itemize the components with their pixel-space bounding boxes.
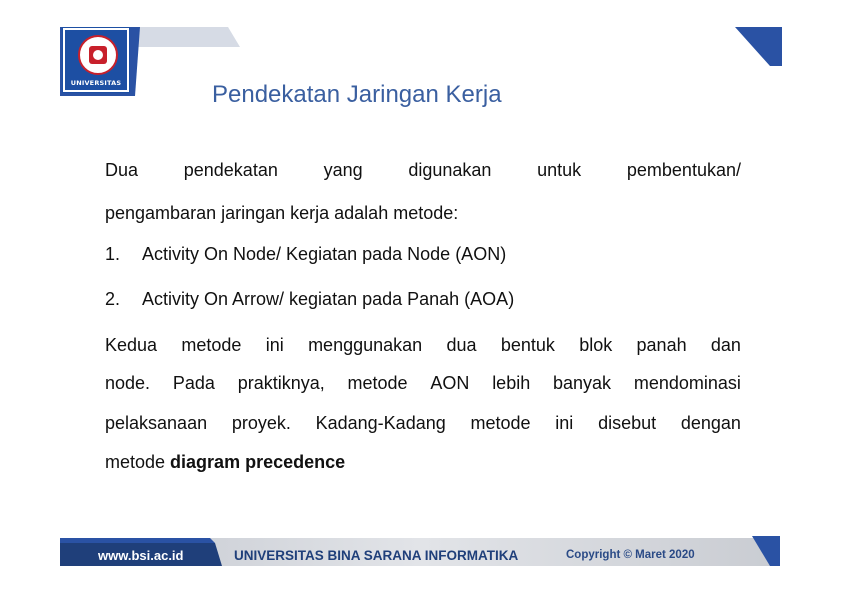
list-number: 1. (105, 244, 121, 264)
paragraph-line-4 (105, 452, 345, 473)
paragraph-line-3 (105, 413, 741, 434)
paragraph-word: lebih (492, 373, 531, 393)
paragraph-word: AON (430, 373, 470, 393)
logo-emblem-icon (78, 35, 118, 75)
list-item (105, 289, 514, 310)
paragraph-word: blok (579, 335, 613, 355)
paragraph-word: dan (710, 335, 741, 355)
paragraph-word: panah (636, 335, 687, 355)
paragraph-word: banyak (553, 373, 612, 393)
paragraph-word: dua (446, 335, 477, 355)
footer-university: UNIVERSITAS BINA SARANA INFORMATIKA (234, 548, 519, 563)
paragraph-line-2 (105, 373, 741, 394)
paragraph-word: mendominasi (633, 373, 741, 393)
list-number: 2. (105, 289, 121, 309)
paragraph-word: Pada (172, 373, 215, 393)
footer-website: www.bsi.ac.id (98, 548, 184, 563)
intro-word: digunakan (408, 160, 492, 180)
paragraph-word: proyek. (231, 413, 291, 433)
paragraph-word: ini (555, 413, 574, 433)
paragraph-word: metode (470, 413, 531, 433)
intro-line-1 (105, 160, 741, 181)
intro-word: pendekatan (183, 160, 278, 180)
paragraph-word: metode (347, 373, 408, 393)
paragraph-text: metode (105, 452, 171, 472)
logo-label: UNIVERSITAS (70, 79, 122, 87)
paragraph-word: node. (105, 373, 151, 393)
intro-word: untuk (537, 160, 582, 180)
paragraph-word: metode (181, 335, 242, 355)
paragraph-word: disebut (598, 413, 657, 433)
list-text: Activity On Node/ Kegiatan pada Node (AON) (142, 244, 507, 264)
paragraph-word: pelaksanaan (105, 413, 208, 433)
footer-copyright: Copyright © Maret 2020 (566, 549, 695, 561)
list-item (105, 244, 506, 265)
paragraph-word: Kadang-Kadang (315, 413, 446, 433)
intro-word: yang (323, 160, 363, 180)
intro-line-2: pengambaran jaringan kerja adalah metode: (105, 203, 459, 223)
intro-word: Dua (105, 160, 139, 180)
paragraph-word: praktiknya, (237, 373, 325, 393)
slide-title: Pendekatan Jaringan Kerja (212, 81, 502, 108)
list-text: Activity On Arrow/ kegiatan pada Panah (AOA) (142, 289, 515, 309)
paragraph-word: ini (265, 335, 284, 355)
intro-word: pembentukan/ (626, 160, 741, 180)
emphasis-text: diagram precedence (170, 452, 346, 472)
paragraph-word: dengan (680, 413, 741, 433)
paragraph-word: bentuk (500, 335, 555, 355)
paragraph-line-1 (105, 335, 741, 356)
paragraph-word: menggunakan (308, 335, 423, 355)
paragraph-word: Kedua (105, 335, 158, 355)
university-logo (63, 28, 129, 92)
